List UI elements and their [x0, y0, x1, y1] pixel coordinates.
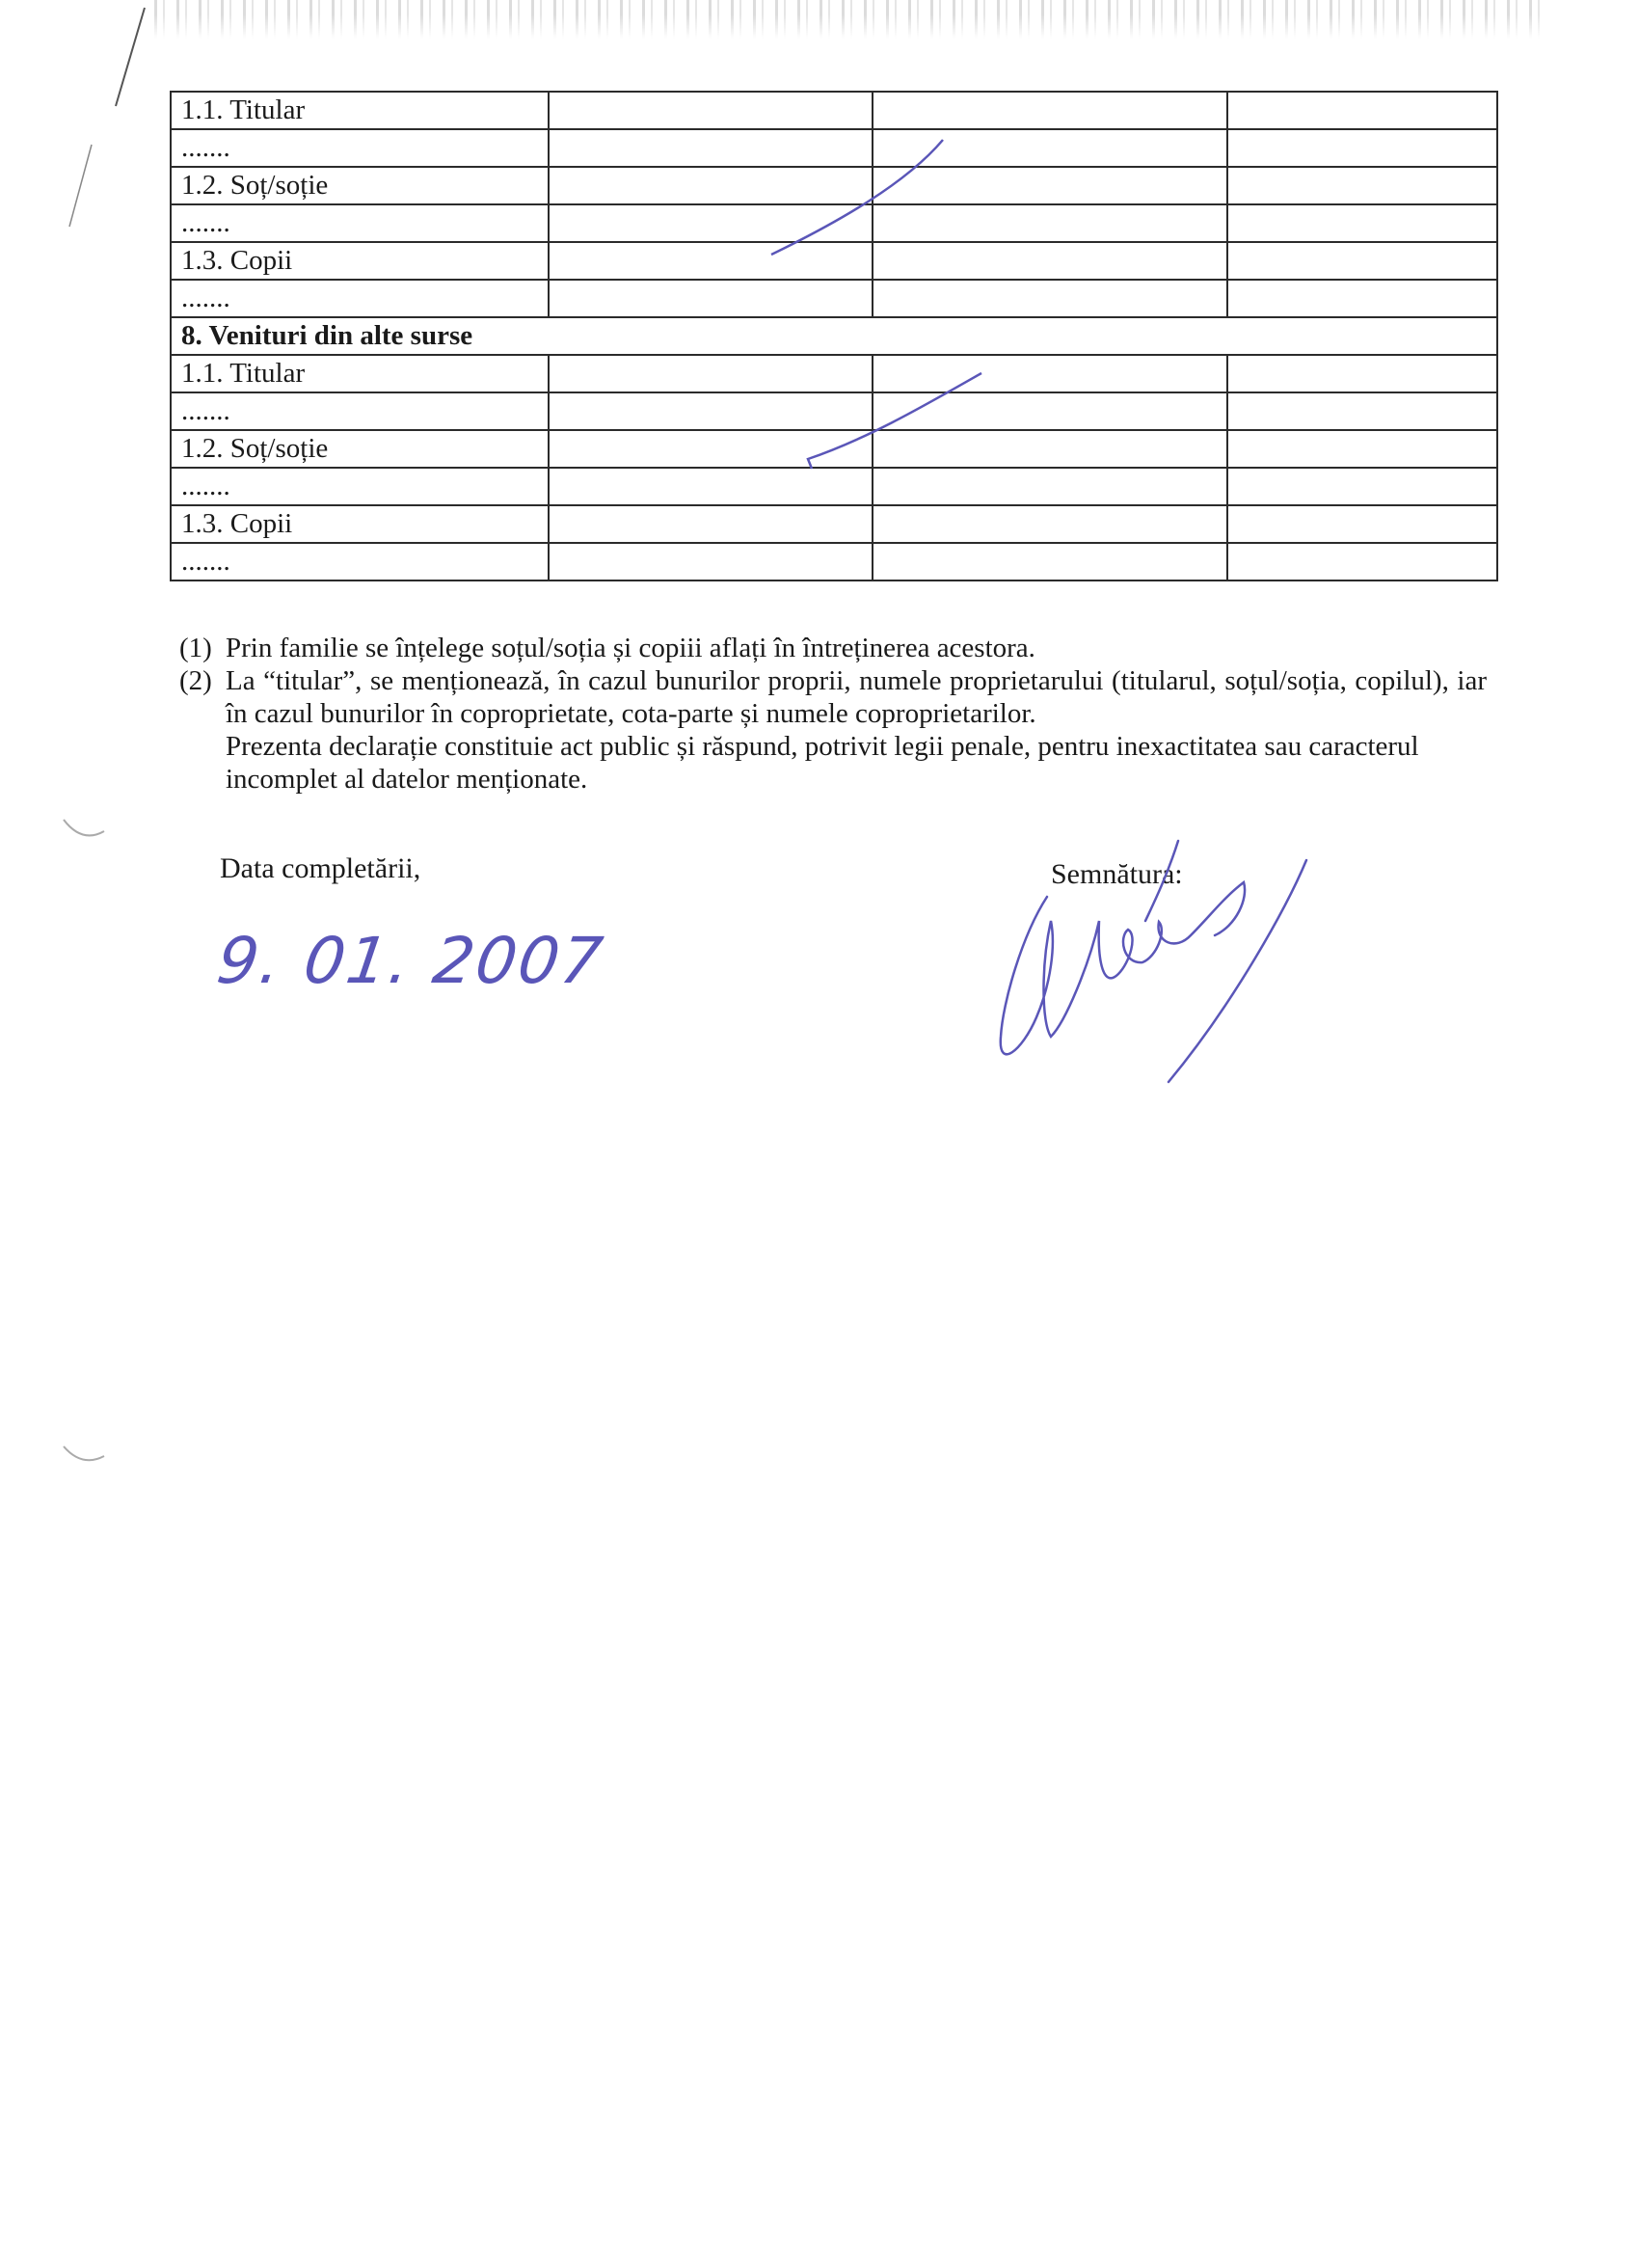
- row-label: .......: [171, 204, 549, 242]
- row-label: 1.1. Titular: [171, 92, 549, 129]
- row-label: .......: [171, 468, 549, 505]
- footnote-1-text: Prin familie se înțelege soțul/soția și copiii aflați în întreținerea acestora.: [226, 633, 1035, 663]
- footnote-1-number: (1): [179, 633, 212, 663]
- footnote-2-number: (2): [179, 665, 212, 696]
- row-label: 1.1. Titular: [171, 355, 549, 392]
- row-label: .......: [171, 543, 549, 580]
- strike-mark-2: [808, 373, 981, 469]
- footnote-2: [179, 664, 1487, 730]
- strike-mark-1: [771, 140, 943, 255]
- row-label: 1.2. Soț/soție: [171, 167, 549, 204]
- signature-label: Semnătura:: [1051, 858, 1183, 890]
- row-label: 1.3. Copii: [171, 505, 549, 543]
- row-label: 1.2. Soț/soție: [171, 430, 549, 468]
- footnotes: [179, 632, 1487, 796]
- row-label: 1.3. Copii: [171, 242, 549, 280]
- row-label: .......: [171, 129, 549, 167]
- handwritten-signature: [983, 829, 1330, 1099]
- row-label: .......: [171, 280, 549, 317]
- footnote-3-text: Prezenta declarație constituie act public și răspund, potrivit legii penale, pentru inexactitatea sau caracterul incomplet al datelor menționate.: [226, 731, 1419, 795]
- footnote-2-text: La “titular”, se menționează, în cazul bunurilor proprii, numele proprietarului (titularul, soțul/soția, copilul), iar în cazul bunurilor în coproprietate, cota-parte și numele coproprietarilor.: [226, 665, 1487, 729]
- section-heading: 8. Venituri din alte surse: [171, 317, 1497, 355]
- footnote-1: [179, 632, 1487, 664]
- handwritten-date: 9. 01. 2007: [212, 924, 609, 998]
- date-label: Data completării,: [220, 852, 421, 884]
- row-label: .......: [171, 392, 549, 430]
- strike-marks: [0, 0, 1639, 675]
